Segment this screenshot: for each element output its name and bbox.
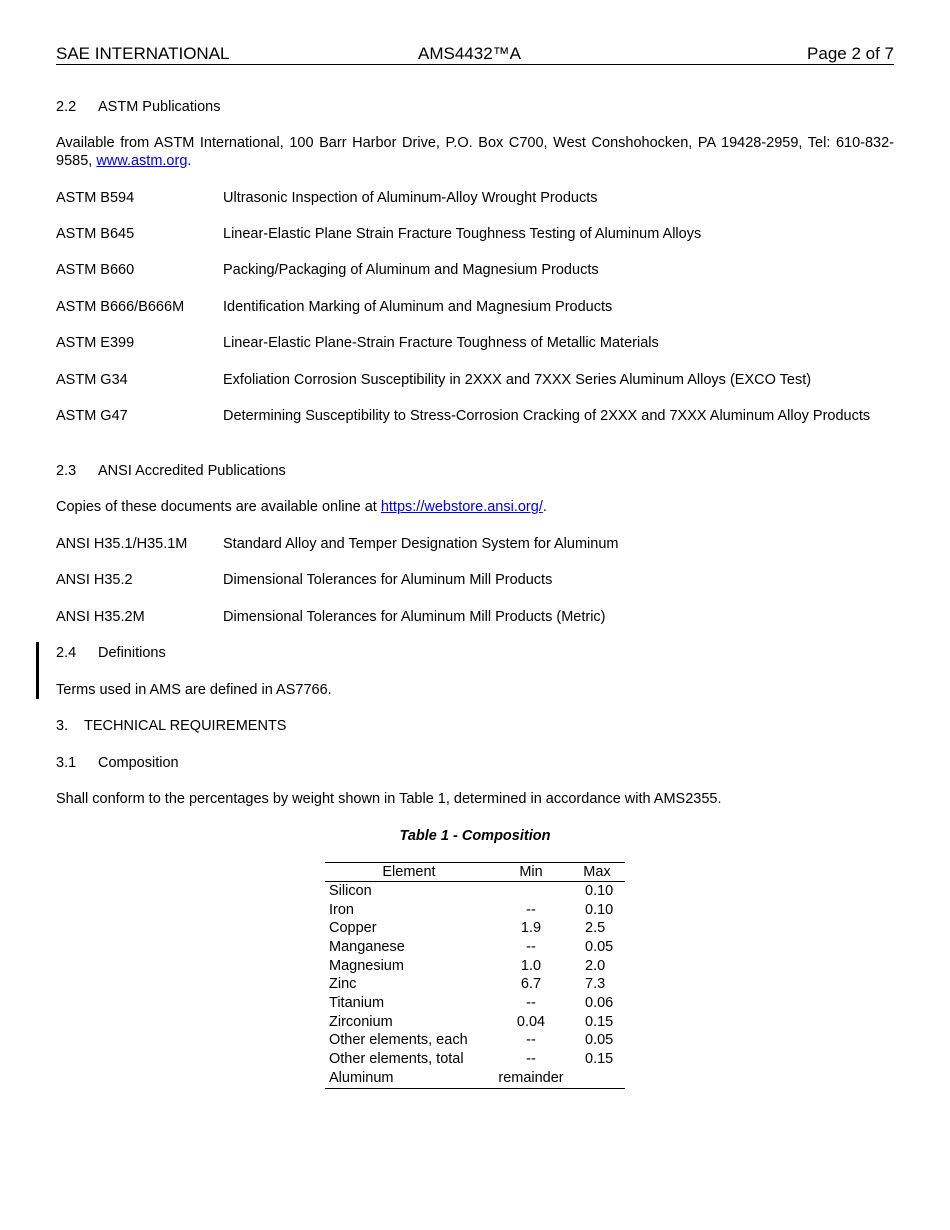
composition-paragraph: Shall conform to the percentages by weight shown in Table 1, determined in accordance with AMS2355. — [56, 791, 722, 807]
table-row — [325, 901, 625, 920]
min-cell: -- — [526, 901, 536, 918]
min-cell: 0.04 — [516, 1013, 546, 1030]
reference-code: ASTM B645 — [56, 226, 135, 242]
table-row — [325, 919, 625, 938]
astm-website-link[interactable]: www.astm.org — [96, 153, 188, 169]
max-cell: 2.0 — [585, 957, 606, 974]
header-document-number: AMS4432™A — [418, 44, 521, 63]
min-cell: -- — [526, 1051, 536, 1068]
page-header — [56, 44, 894, 65]
table-row — [325, 994, 625, 1013]
section-title: Definitions — [98, 645, 166, 661]
column-header-max: Max — [569, 863, 625, 882]
reference-title: Packing/Packaging of Aluminum and Magnesium Products — [223, 262, 599, 278]
reference-code: ASTM B594 — [56, 190, 135, 206]
max-cell: 2.5 — [585, 920, 606, 937]
section-title: ASTM Publications — [98, 99, 221, 115]
max-cell: 7.3 — [585, 976, 606, 993]
min-cell: 1.0 — [520, 957, 542, 974]
section-number: 2.2 — [56, 99, 77, 115]
reference-title: Standard Alloy and Temper Designation System for Aluminum — [223, 536, 619, 552]
min-cell: remainder — [498, 1069, 564, 1086]
reference-title: Linear-Elastic Plane-Strain Fracture Toughness of Metallic Materials — [223, 335, 659, 351]
element-cell: Titanium — [329, 994, 385, 1011]
element-cell: Other elements, each — [329, 1032, 468, 1049]
max-cell: 0.06 — [585, 994, 614, 1011]
min-cell: -- — [526, 994, 536, 1011]
reference-code: ASTM G34 — [56, 372, 128, 388]
section-title: TECHNICAL REQUIREMENTS — [84, 718, 287, 734]
header-page-number: Page 2 of 7 — [807, 44, 894, 63]
max-cell: 0.10 — [585, 882, 614, 899]
table-row — [325, 882, 625, 901]
table-row — [325, 1013, 625, 1032]
element-cell: Manganese — [329, 938, 405, 955]
composition-table — [325, 862, 625, 1089]
element-cell: Zirconium — [329, 1013, 393, 1030]
section-title: ANSI Accredited Publications — [98, 463, 286, 479]
reference-title: Linear-Elastic Plane Strain Fracture Toughness Testing of Aluminum Alloys — [223, 226, 702, 242]
reference-code: ANSI H35.2M — [56, 609, 145, 625]
ansi-availability-text: Copies of these documents are available online at — [56, 499, 377, 515]
column-header-min: Min — [493, 863, 569, 882]
section-number: 3. — [56, 718, 69, 734]
reference-code: ASTM G47 — [56, 408, 128, 424]
element-cell: Aluminum — [329, 1069, 394, 1086]
table-row — [325, 938, 625, 957]
section-number: 2.3 — [56, 463, 77, 479]
definitions-paragraph: Terms used in AMS are defined in AS7766. — [56, 682, 332, 698]
astm-availability-text: Available from ASTM International, 100 Barr Harbor Drive, P.O. Box C700, West Conshohocken, PA 19428-2959, Tel: 610-832-9585, — [56, 135, 894, 169]
table-row — [325, 957, 625, 976]
reference-code: ASTM B666/B666M — [56, 299, 185, 315]
element-cell: Iron — [329, 901, 354, 918]
reference-title: Exfoliation Corrosion Susceptibility in 2XXX and 7XXX Series Aluminum Alloys (EXCO Test) — [223, 372, 812, 388]
max-cell: 0.05 — [585, 938, 614, 955]
section-3-1-heading — [56, 754, 179, 772]
reference-title: Dimensional Tolerances for Aluminum Mill Products — [223, 572, 553, 588]
revision-change-bar — [36, 642, 39, 699]
reference-title: Ultrasonic Inspection of Aluminum-Alloy Wrought Products — [223, 190, 598, 206]
table-row — [325, 1032, 625, 1051]
max-cell — [569, 1069, 625, 1088]
header-organization: SAE INTERNATIONAL — [56, 44, 230, 63]
reference-code: ASTM E399 — [56, 335, 135, 351]
min-cell: 6.7 — [520, 976, 542, 993]
min-cell: -- — [526, 1032, 536, 1049]
reference-title: Identification Marking of Aluminum and Magnesium Products — [223, 299, 613, 315]
reference-code: ASTM B660 — [56, 262, 135, 278]
astm-availability-paragraph: Available from ASTM International, 100 Barr Harbor Drive, P.O. Box C700, West Conshohocken, PA 19428-2959, Tel: 610-832-9585, www.astm.org. — [56, 135, 894, 169]
max-cell: 0.05 — [585, 1032, 614, 1049]
reference-code: ANSI H35.2 — [56, 572, 133, 588]
reference-title: Dimensional Tolerances for Aluminum Mill Products (Metric) — [223, 609, 606, 625]
table-row — [325, 975, 625, 994]
max-cell: 0.10 — [585, 901, 614, 918]
max-cell: 0.15 — [585, 1013, 614, 1030]
section-2-2-heading — [56, 98, 221, 116]
reference-title: Determining Susceptibility to Stress-Corrosion Cracking of 2XXX and 7XXX Aluminum Alloy Products — [223, 408, 871, 424]
element-cell: Copper — [329, 920, 377, 937]
min-cell: 1.9 — [520, 920, 542, 937]
element-cell: Silicon — [329, 882, 372, 899]
reference-code: ANSI H35.1/H35.1M — [56, 536, 188, 552]
section-number: 2.4 — [56, 645, 77, 661]
table-caption: Table 1 - Composition — [399, 828, 551, 844]
table-row — [325, 1069, 625, 1088]
element-cell: Other elements, total — [329, 1051, 464, 1068]
column-header-element: Element — [325, 863, 493, 882]
table-header-row — [325, 863, 625, 882]
max-cell: 0.15 — [585, 1051, 614, 1068]
section-3-heading — [56, 717, 286, 735]
table-row — [325, 1050, 625, 1069]
element-cell: Zinc — [329, 976, 357, 993]
ansi-availability-paragraph: Copies of these documents are available online at https://webstore.ansi.org/. — [56, 499, 547, 515]
section-2-4-heading — [56, 644, 166, 662]
section-number: 3.1 — [56, 755, 77, 771]
ansi-webstore-link[interactable]: https://webstore.ansi.org/ — [380, 499, 543, 515]
min-cell — [493, 882, 569, 901]
section-title: Composition — [98, 755, 179, 771]
element-cell: Magnesium — [329, 957, 404, 974]
section-2-3-heading — [56, 462, 286, 480]
min-cell: -- — [526, 938, 536, 955]
